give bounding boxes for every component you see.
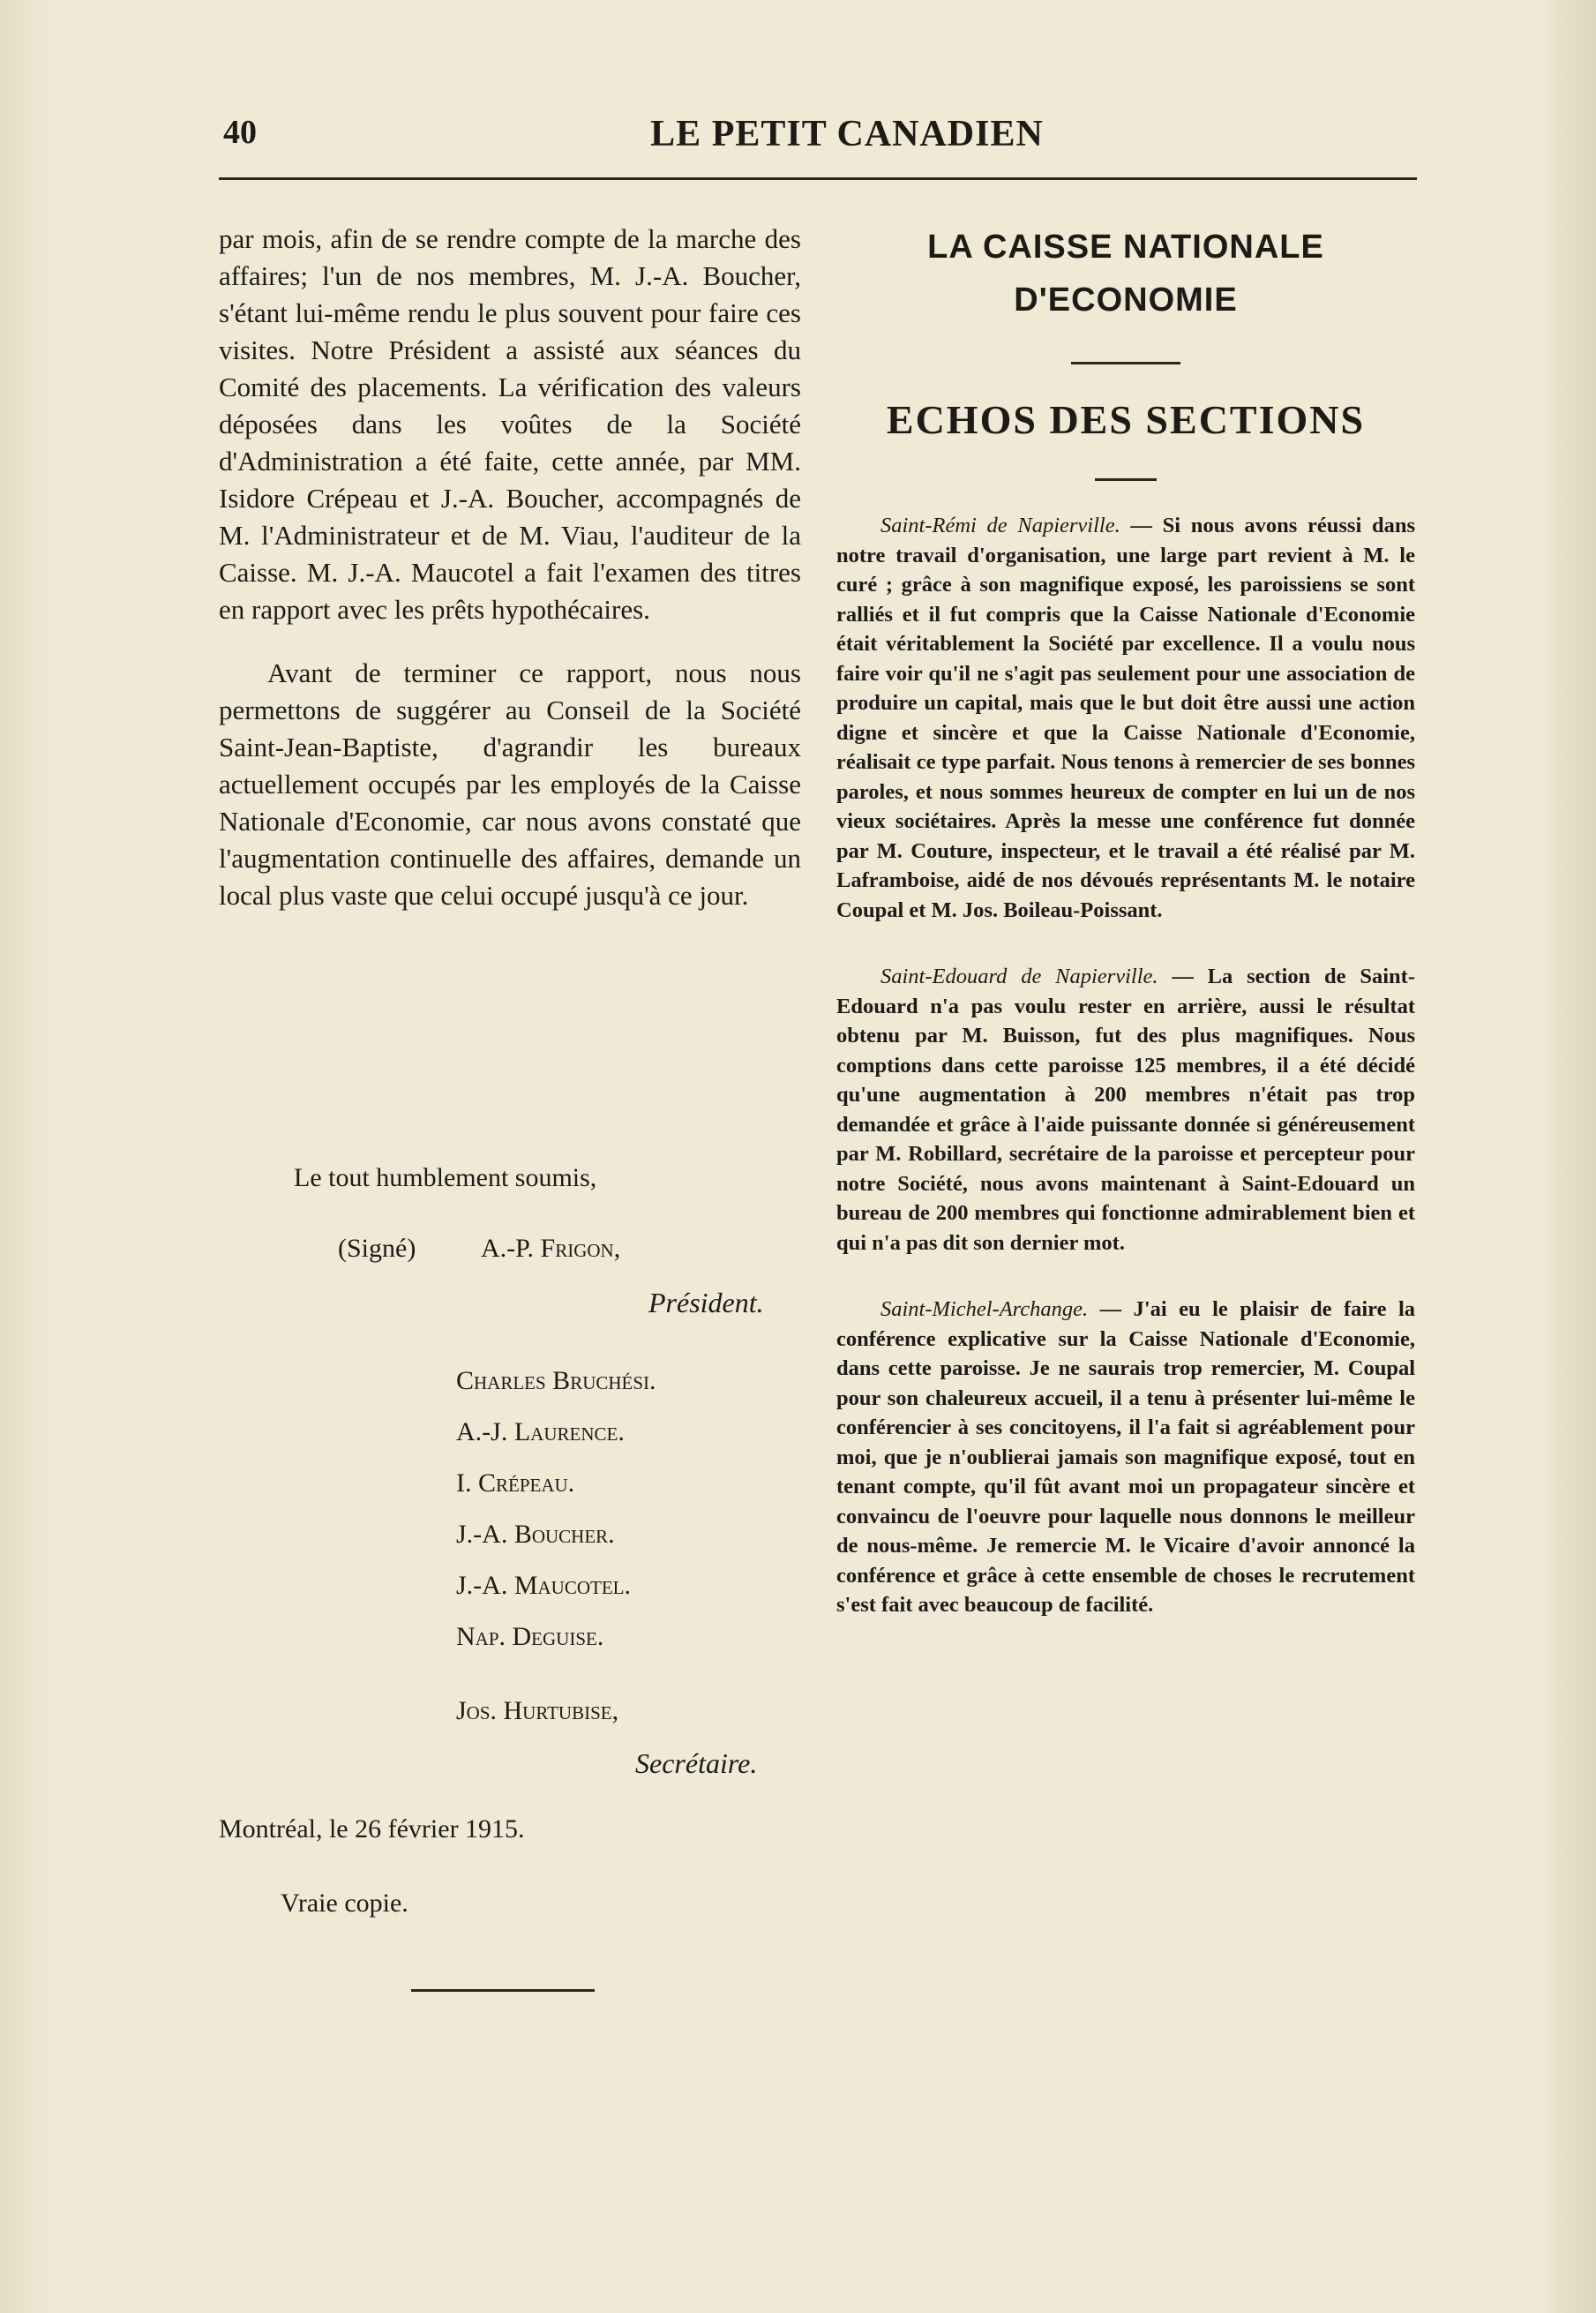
right-column <box>836 221 1415 1620</box>
secretary-title: Secrétaire. <box>635 1747 758 1779</box>
page-number: 40 <box>223 114 257 151</box>
section-title-line-2: D'ECONOMIE <box>1014 282 1238 319</box>
report-paragraph-2: Avant de terminer ce rapport, nous nous permettons de suggérer au Conseil de la Société Saint-Jean-Baptiste, d'agrandir les bureaux actuellement occupés par les employés de la Caisse Nationale d'Economie, car nous avons constaté que l'augmentation continuelle des affaires, demande un local plus vaste que celui occupé jusqu'à ce jour. <box>219 657 801 911</box>
secretary-name: Jos. Hurtubise, <box>456 1696 619 1725</box>
section-report <box>836 962 1415 1258</box>
member-name: Nap. Deguise. <box>456 1622 604 1651</box>
title-rule <box>1071 362 1180 364</box>
report-text: — Si nous avons réussi dans notre travail d'organisation, une large part revient à M. le curé ; grâce à son magnifique exposé, les paroissiens se sont ralliés et il fut compris que la Caisse Nationale d'Economie était véritablement la Société par excellence. Il a voulu nous faire voir qu'il ne s'agit pas seulement pour une association de produire un capital, mais que le but doit être aussi une action digne et sincère et que la Caisse Nationale d'Economie, réalisait ce type parfait. Nous tenons à remercier de ses bonnes paroles, et nous sommes heureux de compter en lui un de nos vieux sociétaires. Après la messe une conférence fut donnée par M. Couture, inspecteur, et le travail a été réalisé par M. Laframboise, aidé de nos dévoués représentants M. le notaire Coupal et M. Jos. Boileau-Poissant. <box>836 514 1415 922</box>
echos-rule <box>1095 478 1157 481</box>
closing-line: Le tout humblement soumis, <box>294 1163 597 1192</box>
member-name: Charles Bruchési. <box>456 1366 656 1395</box>
left-column <box>219 221 801 914</box>
president-title: Président. <box>648 1287 764 1318</box>
signed-label: (Signé) <box>338 1234 416 1263</box>
date-line: Montréal, le 26 février 1915. <box>219 1814 525 1844</box>
section-report <box>836 511 1415 925</box>
member-name: A.-J. Laurence. <box>456 1417 625 1446</box>
report-text: — J'ai eu le plaisir de faire la conférence explicative sur la Caisse Nationale d'Economie, dans cette paroisse. Je ne saurais trop remercier, M. Coupal pour son chaleureux accueil, il a tenu à présenter lui-même le conférencier à ses concitoyens, il l'a fait si agréablement pour moi, que je n'oublierai jamais son magnifique exposé, tout en tenant compte, qu'il fût avant moi un propagateur sincère et convaincu de l'oeuvre pour laquelle nous donnons le meilleur de nous-même. Je remercie M. le Vicaire d'avoir annoncé la conférence et grâce à cette ensemble de choses le recrutement s'est fait avec beaucoup de facilité. <box>836 1297 1415 1617</box>
true-copy-line: Vraie copie. <box>281 1889 408 1918</box>
president-name: A.-P. Frigon, <box>481 1234 621 1263</box>
section-report <box>836 1295 1415 1620</box>
journal-title: LE PETIT CANADIEN <box>650 114 1044 154</box>
report-place: Saint-Edouard de Napierville. <box>880 965 1158 988</box>
section-title-line-1: LA CAISSE NATIONALE <box>927 229 1324 266</box>
echos-title: ECHOS DES SECTIONS <box>886 397 1366 442</box>
report-text: — La section de Saint-Edouard n'a pas voulu rester en arrière, aussi le résultat obtenu par M. Buisson, fut des plus magnifiques. Nous comptions dans cette paroisse 125 membres, il a été décidé qu'une augmentation à 200 membres n'était pas trop demandée et grâce à l'aide puissante donnée si généreusement par M. Robillard, secrétaire de la paroisse et percepteur pour notre Société, nous avons maintenant à Saint-Edouard un bureau de 200 membres qui fonctionne admirablement bien et qui n'a pas dit son dernier mot. <box>836 965 1415 1255</box>
member-name: I. Crépeau. <box>456 1468 575 1498</box>
report-place: Saint-Michel-Archange. <box>880 1297 1089 1321</box>
end-rule <box>411 1989 595 1992</box>
member-name: J.-A. Boucher. <box>456 1520 615 1549</box>
member-name: J.-A. Maucotel. <box>456 1571 631 1600</box>
report-place: Saint-Rémi de Napierville. <box>880 514 1120 537</box>
header-rule <box>219 177 1417 180</box>
report-paragraph-1: par mois, afin de se rendre compte de la marche des affaires; l'un de nos membres, M. J.-A. Boucher, s'étant lui-même rendu le plus souvent pour faire ces visites. Notre Président a assisté aux séances du Comité des placements. La vérification des valeurs déposées dans les voûtes de la Société d'Administration a été faite, cette année, par MM. Isidore Crépeau et J.-A. Boucher, accompagnés de M. l'Administrateur et de M. Viau, l'auditeur de la Caisse. M. J.-A. Maucotel a fait l'examen des titres en rapport avec les prêts hypothécaires. <box>219 223 801 625</box>
